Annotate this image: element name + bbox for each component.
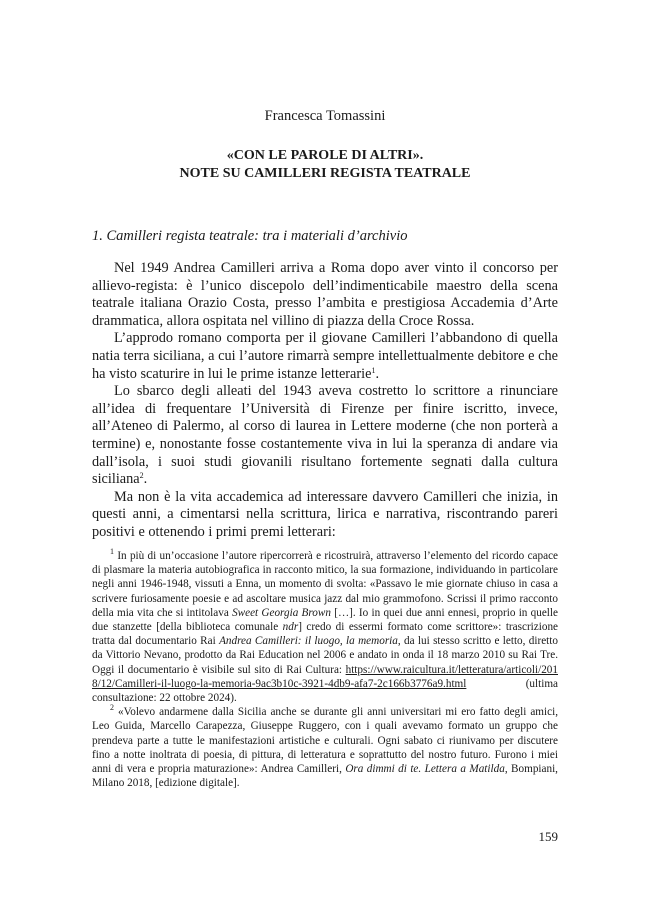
footnote-1-text-4: , da lui stesso scritto e letto, diretto da Vittorio Nevano, prodotto da Rai Education nel 2006 e andato in onda il 18 marzo 2010 su Rai Tre. Oggi il documentario è visibile sul sito di Rai Cultura: [92, 635, 558, 676]
footnote-1-text-3: ] credo di essermi formato come scrittore»: trascrizione tratta dal documentario Rai [92, 621, 559, 648]
paragraph-2-text: L’approdo romano comporta per il giovane Camilleri l’abbandono di quella natia terra siciliana, a cui l’autore rimarrà sempre intellettualmente debitore e che ha visto scaturire in lui le prime istanze letterarie [92, 330, 558, 382]
paragraph-4-text: Ma non è la vita accademica ad interessare davvero Camilleri che inizia, in questi anni, a cimentarsi nella scrittura, lirica e narrativa, riscontrando pareri positivi e ottenendo i primi premi letterari: [92, 488, 558, 540]
section-heading: 1. Camilleri regista teatrale: tra i materiali d’archivio [92, 228, 408, 244]
footnote-1-italic-title: Sweet Georgia Brown [232, 606, 331, 619]
footnotes [92, 549, 558, 790]
footnote-1-italic-documentary: Andrea Camilleri: il luogo, la memoria [219, 635, 398, 648]
body-text [92, 260, 558, 542]
author-name: Francesca Tomassini [264, 108, 386, 124]
page-number: 159 [538, 829, 558, 844]
paragraph-4 [92, 489, 558, 542]
footnote-ref-2[interactable]: 2 [139, 471, 144, 481]
paragraph-3-end: . [143, 471, 148, 488]
footnote-1-italic-ndr: ndr [282, 621, 299, 634]
paragraph-2-end: . [375, 365, 380, 382]
article-title [0, 147, 650, 183]
paragraph-3 [92, 383, 558, 489]
footnote-2-mark: 2 [110, 703, 114, 713]
footnote-1 [92, 549, 558, 705]
footnote-2-text-2: , Bompiani, Milano 2018, [edizione digitale]. [92, 763, 558, 790]
footnote-1-text: In più di un’occasione l’autore ripercorrerà e ricostruirà, attraverso l’elemento del ricordo capace di plasmare la materia autobiografica in racconto mitico, la sua formazione, individuando in particolare negli anni 1946-1948, vissuti a Enna, un momento di svolta: «Passavo le mie giornate chiuso in casa a scrivere furiosamente poesie e ad ascoltare musica jazz dal mio grammofono. Scrissi il primo racconto della mia vita che si intitolava [92, 550, 558, 619]
title-line-1: «CON LE PAROLE DI ALTRI». [226, 148, 424, 163]
paragraph-1 [92, 260, 558, 330]
paragraph-2 [92, 330, 558, 383]
paragraph-3-text: Lo sbarco degli alleati del 1943 aveva costretto lo scrittore a rinunciare all’idea di frequentare l’Università di Firenze per finire iscritto, invece, all’Ateneo di Palermo, al corso di laurea in Lettere moderne (che non porterà a termine) e, nonostante fosse costantemente viva in lui la speranza di andare via dall’isola, i suoi studi giovanili risultano fortemente segnati dalla cultura siciliana [92, 383, 558, 488]
footnote-1-mark: 1 [110, 547, 114, 556]
title-line-2: NOTE SU CAMILLERI REGISTA TEATRALE [179, 166, 471, 181]
footnote-2 [92, 705, 558, 790]
footnote-ref-1[interactable]: 1 [371, 365, 376, 375]
footnote-1-text-5: (ultima consultazione: 22 ottobre 2024). [92, 677, 558, 705]
footnote-1-text-2: […]. Io in quei due anni ennesi, proprio in quelle due stanzette [della biblioteca comunale [92, 606, 558, 634]
footnote-1-url-link[interactable]: https://www.raicultura.it/letteratura/articoli/2018/12/Camilleri-il-luogo-la-memoria-9ac3b10c-3921-4db9-afa7-2c166b3776a9.html [92, 663, 558, 690]
footnote-2-italic-book: Ora dimmi di te. Lettera a Matilda [345, 763, 505, 776]
paragraph-1-text: Nel 1949 Andrea Camilleri arriva a Roma dopo aver vinto il concorso per allievo-regista: è l’unico discepolo dell’indimenticabile maestro della scena teatrale italiana Orazio Costa, presso l’ambita e prestigiosa Accademia d’Arte drammatica, allora ospitata nel villino di piazza della Croce Rossa. [92, 260, 558, 329]
footnote-2-text: «Volevo andarmene dalla Sicilia anche se durante gli anni universitari mi ero fatto degli amici, Leo Guida, Marcello Carapezza, Giuseppe Ruggero, con i quali avevamo formato un gruppo che prendeva parte a tutte le manifestazioni artistiche e culturali. Ogni sabato ci riunivamo per discutere fino a notte inoltrata di poesia, di pittura, di letteratura e soprattutto del nostro futuro. Furono i miei anni di vera e propria maturazione»: Andrea Camilleri, [92, 706, 558, 776]
